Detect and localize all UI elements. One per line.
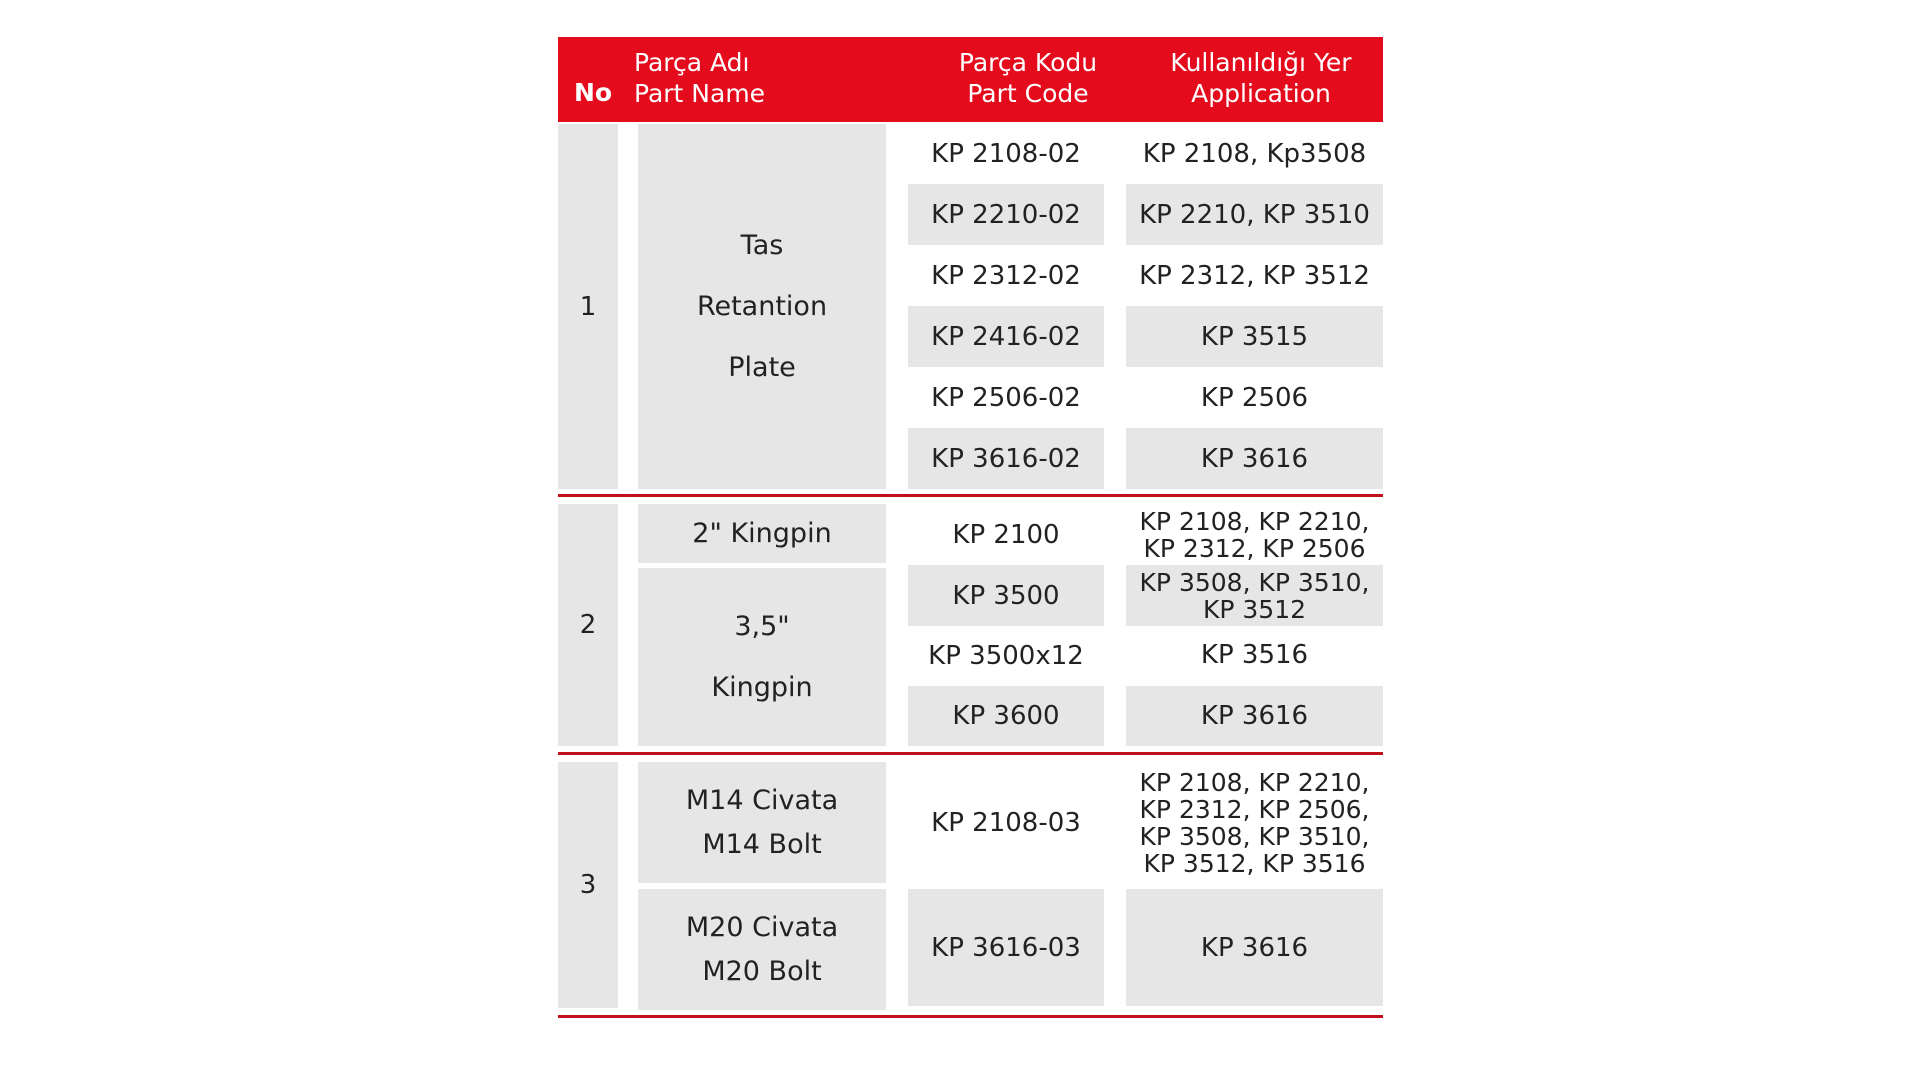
header-application-en: Application (1191, 79, 1331, 108)
group-number: 3 (579, 870, 597, 900)
parts-table (558, 37, 1383, 1022)
group-3-part-name-b (638, 889, 886, 1010)
group-3-part-name-a (638, 762, 886, 883)
table-row-app (1126, 306, 1383, 367)
application-text: KP 3508, KP 3510, (1139, 567, 1370, 597)
group-divider (558, 494, 1383, 497)
application-text: KP 2506 (1200, 382, 1309, 413)
application-text: KP 3616 (1200, 932, 1309, 963)
table-row-code (908, 124, 1104, 184)
group-number: 1 (579, 291, 597, 322)
part-code: KP 3600 (952, 701, 1060, 731)
part-name-line: M20 Bolt (702, 955, 822, 987)
application-text: KP 3515 (1200, 321, 1309, 352)
table-row-app (1126, 184, 1383, 245)
table-row-app (1126, 245, 1383, 306)
part-code: KP 2312-02 (931, 260, 1081, 291)
header-application-tr: Kullanıldığı Yer (1170, 48, 1352, 77)
part-name-line: M14 Bolt (702, 828, 822, 860)
part-code: KP 2506-02 (931, 382, 1081, 413)
part-name-line: Tas (740, 230, 784, 261)
header-no: No (574, 78, 613, 107)
part-code: KP 3616-02 (931, 443, 1081, 474)
table-row-app (1126, 686, 1383, 746)
part-code: KP 2108-03 (931, 807, 1081, 838)
application-text: KP 3616 (1200, 443, 1309, 474)
part-name-line: Kingpin (711, 672, 813, 703)
header-part-code-en: Part Code (967, 79, 1089, 108)
table-row-code (908, 626, 1104, 686)
table-row-code (908, 306, 1104, 367)
table-row-code (908, 428, 1104, 489)
header-part-name-tr: Parça Adı (634, 48, 750, 77)
part-name-line: 2" Kingpin (692, 517, 832, 549)
part-code: KP 2108-02 (931, 139, 1081, 169)
table-row-code (908, 184, 1104, 245)
table-row-code (908, 504, 1104, 565)
part-name-line: M14 Civata (685, 784, 839, 816)
group-2-part-name-a (638, 504, 886, 563)
table-header (558, 37, 1383, 122)
table-row-code (908, 367, 1104, 428)
group-3-no (558, 762, 618, 1008)
table-row-app (1126, 889, 1383, 1006)
table-row-code (908, 245, 1104, 306)
table-row-code (908, 889, 1104, 1006)
table-row-app (1126, 762, 1383, 883)
group-1-part-name (638, 124, 886, 489)
part-name-line: Plate (728, 352, 796, 383)
header-part-name-en: Part Name (634, 79, 766, 108)
application-text: KP 2312, KP 2506, (1139, 794, 1370, 824)
table-row-app (1126, 124, 1383, 184)
header-part-code-tr: Parça Kodu (958, 48, 1098, 77)
table-row-app (1126, 565, 1383, 626)
part-code: KP 2416-02 (931, 321, 1081, 352)
application-text: KP 3516 (1200, 639, 1309, 670)
table-row-code (908, 762, 1104, 883)
group-2-part-name-b (638, 568, 886, 746)
table-row-code (908, 565, 1104, 626)
application-text: KP 2312, KP 3512 (1139, 260, 1370, 291)
table-row-app (1126, 428, 1383, 489)
table-row-app (1126, 626, 1383, 683)
group-2-no (558, 504, 618, 746)
application-text: KP 2108, KP 2210, (1139, 506, 1370, 536)
application-text: KP 3616 (1200, 701, 1309, 731)
part-code: KP 3500x12 (928, 641, 1084, 671)
application-text: KP 3512 (1202, 594, 1307, 624)
application-text: KP 2312, KP 2506 (1143, 533, 1366, 563)
part-code: KP 2210-02 (931, 199, 1081, 230)
part-name-line: M20 Civata (685, 911, 839, 943)
application-text: KP 3512, KP 3516 (1143, 848, 1366, 878)
application-text: KP 2210, KP 3510 (1139, 199, 1370, 230)
group-divider (558, 752, 1383, 755)
part-code: KP 2100 (952, 519, 1060, 550)
part-name-line: Retantion (696, 291, 828, 322)
part-code: KP 3616-03 (931, 932, 1081, 963)
table-row-code (908, 686, 1104, 746)
application-text: KP 2108, KP 2210, (1139, 767, 1370, 797)
group-divider (558, 1015, 1383, 1018)
part-code: KP 3500 (952, 580, 1060, 611)
group-number: 2 (579, 610, 597, 640)
application-text: KP 3508, KP 3510, (1139, 821, 1370, 851)
part-name-line: 3,5" (734, 611, 790, 642)
group-1-no (558, 124, 618, 489)
table-row-app (1126, 504, 1383, 565)
application-text: KP 2108, Kp3508 (1142, 139, 1367, 169)
table-row-app (1126, 367, 1383, 428)
